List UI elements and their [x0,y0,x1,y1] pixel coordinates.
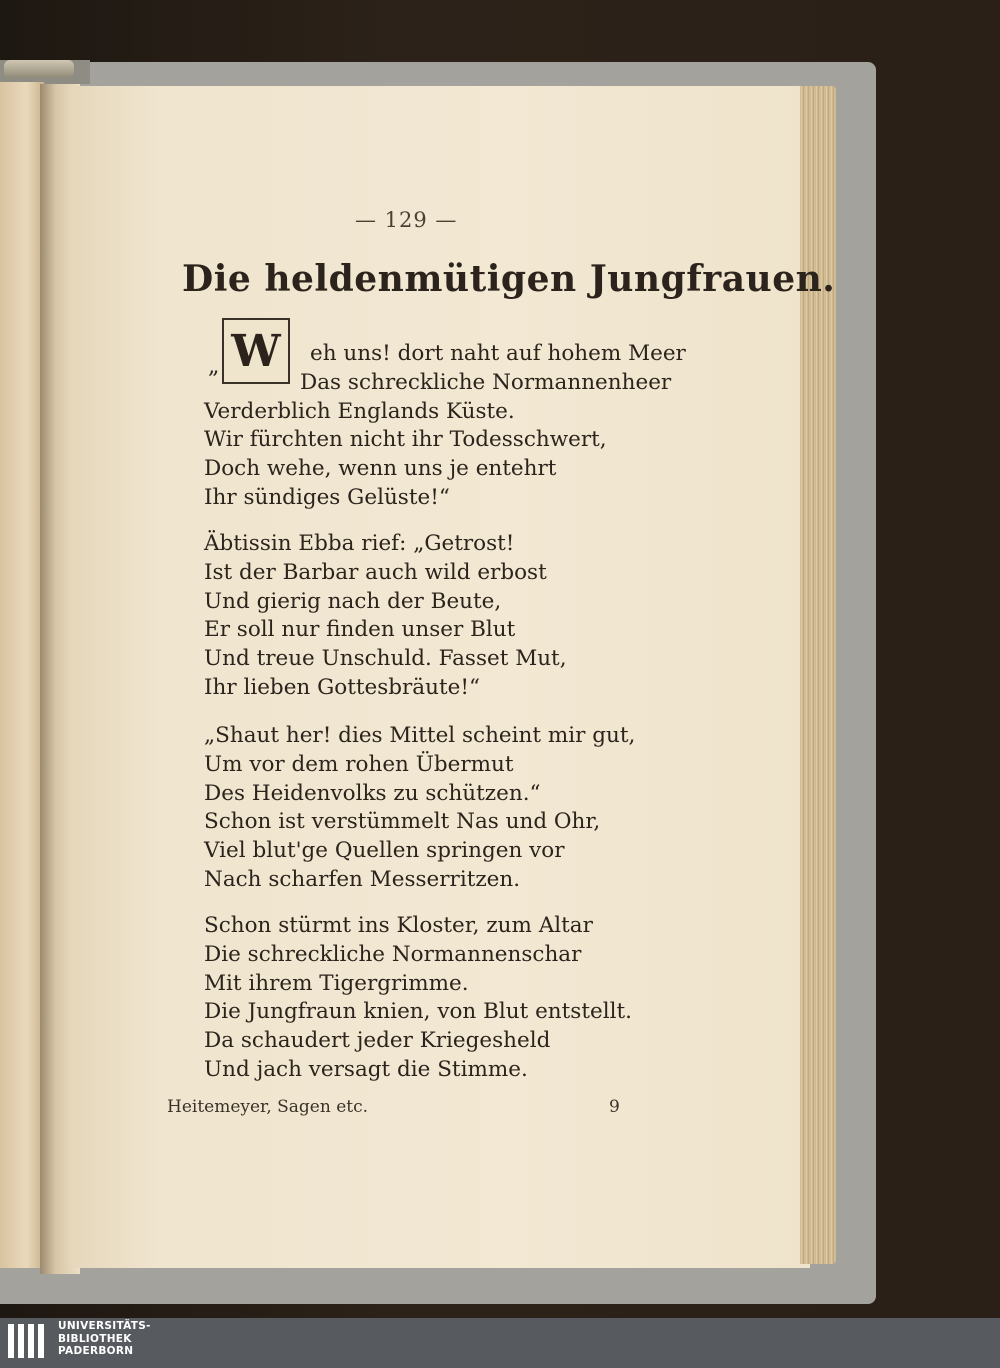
verse-line: Und jach versagt die Stimme. [204,1056,528,1082]
verse-line: Und gierig nach der Beute, [204,588,502,614]
poem-title: Die heldenmütigen Jungfrauen. [182,258,836,300]
verse-line: Und treue Unschuld. Fasset Mut, [204,646,567,672]
verse-line: Äbtissin Ebba rief: „Getrost! [204,531,515,556]
verse-line: Die Jungfraun knien, von Blut entstellt. [204,999,632,1025]
page-number: — 129 — [355,208,458,232]
verse-line: „Shaut her! dies Mittel scheint mir gut, [204,723,636,748]
verse-line: Des Heidenvolks zu schützen.“ [204,780,541,806]
verse-line: Viel blut'ge Quellen springen vor [204,838,565,864]
verse-line: Da schaudert jeder Kriegesheld [204,1028,551,1054]
verse-line: Die schreckliche Normannenschar [204,941,582,967]
verse-line: Ihr lieben Gottesbräute!“ [204,674,480,700]
verse-line: Er soll nur finden unser Blut [204,617,516,643]
verse-line: Schon ist verstümmelt Nas und Ohr, [204,809,601,835]
stanza-3 [204,722,635,895]
verse-line: Um vor dem rohen Übermut [204,751,514,777]
verse-line: eh uns! dort naht auf hohem Meer [310,341,686,366]
verse-line: Ihr sündiges Gelüste!“ [204,484,450,510]
library-logo-icon [6,1322,50,1364]
verse-line: Ist der Barbar auch wild erbost [204,559,547,585]
footer-sheet-number: 9 [609,1097,620,1117]
opening-quote: „ [208,354,220,379]
stanza-4 [204,912,632,1085]
stanza-1 [204,340,686,513]
verse-line: Das schreckliche Normannenheer [300,369,672,395]
verse-line: Schon stürmt ins Kloster, zum Altar [204,913,593,938]
verse-line: Verderblich Englands Küste. [204,398,515,424]
footer-signature: Heitemeyer, Sagen etc. [167,1097,369,1117]
verse-line: Doch wehe, wenn uns je entehrt [204,456,557,482]
library-name-line: UNIVERSITÄTS- [58,1320,151,1332]
stanza-2 [204,530,567,703]
verse-line: Mit ihrem Tigergrimme. [204,970,469,996]
verse-line: Wir fürchten nicht ihr Todesschwert, [204,427,607,453]
bookmark-ribbon [4,60,74,78]
library-name-line: BIBLIOTHEK [58,1332,132,1345]
verse-line: Nach scharfen Messerritzen. [204,866,521,892]
library-name-line: PADERBORN [58,1345,134,1357]
initial-letter: W [231,325,281,377]
left-page [0,82,44,1268]
library-name [58,1320,151,1358]
